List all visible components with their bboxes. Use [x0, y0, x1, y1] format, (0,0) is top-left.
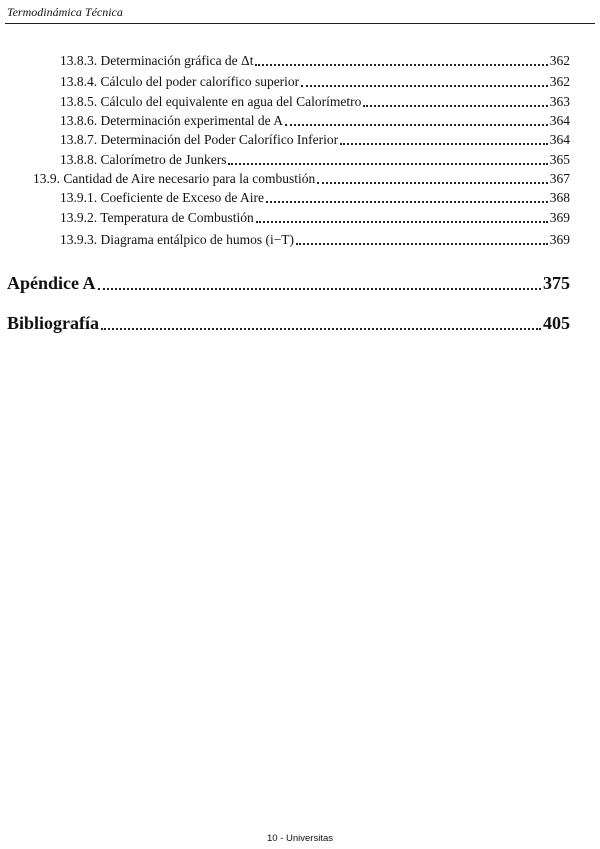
- header-rule: [5, 23, 595, 24]
- toc-entry-label: Bibliografía: [7, 313, 100, 333]
- toc-appendix-entry: [7, 272, 570, 294]
- leader-dots: [301, 75, 548, 87]
- toc-entry-page: 405: [543, 313, 570, 333]
- toc-appendix-entry: [7, 312, 570, 334]
- toc-entry: [60, 93, 570, 110]
- leader-dots: [255, 54, 547, 66]
- toc-entry-page: 364: [549, 132, 570, 147]
- toc-entry-page: 363: [549, 94, 570, 109]
- leader-dots: [101, 318, 541, 330]
- toc-entry-label: 13.8.7. Determinación del Poder Calorífico Inferior: [60, 132, 339, 147]
- running-header: Termodinámica Técnica: [7, 5, 123, 19]
- toc-entry-page: 368: [549, 190, 570, 205]
- leader-dots: [266, 191, 548, 203]
- toc-entry-page: 364: [549, 113, 570, 128]
- leader-dots: [340, 133, 548, 145]
- toc-entry-label: 13.9.2. Temperatura de Combustión: [60, 210, 254, 225]
- toc-entry: [60, 209, 570, 226]
- toc-entry-label: 13.8.5. Cálculo del equivalente en agua del Calorímetro: [60, 94, 362, 109]
- toc-entry-label: 13.8.8. Calorímetro de Junkers: [60, 152, 227, 167]
- toc-entry-page: 362: [549, 53, 570, 68]
- leader-dots: [363, 95, 547, 107]
- leader-dots: [98, 278, 541, 290]
- toc-entry: [60, 131, 570, 148]
- toc-entry-label: 13.8.6. Determinación experimental de A: [60, 113, 284, 128]
- toc-entry-page: 369: [549, 232, 570, 247]
- toc-entry: [60, 231, 570, 248]
- leader-dots: [228, 153, 547, 165]
- toc-entry-label: 13.9. Cantidad de Aire necesario para la combustión: [33, 171, 316, 186]
- toc-entry-label: 13.9.1. Coeficiente de Exceso de Aire: [60, 190, 264, 205]
- toc-entry-label: 13.9.3. Diagrama entálpico de humos (i−T): [60, 232, 295, 247]
- toc-entry-page: 375: [543, 273, 570, 293]
- leader-dots: [317, 172, 547, 184]
- toc-entry: [33, 170, 570, 187]
- toc-entry: [60, 52, 570, 69]
- toc-entry: [60, 112, 570, 129]
- leader-dots: [285, 114, 548, 126]
- page-footer: 10 - Universitas: [267, 833, 333, 844]
- toc-entry: [60, 151, 570, 168]
- leader-dots: [256, 211, 548, 223]
- toc-entry-page: 362: [549, 74, 570, 89]
- toc-entry: [60, 189, 570, 206]
- toc-entry-label: 13.8.3. Determinación gráfica de Δt: [60, 53, 254, 68]
- leader-dots: [296, 233, 548, 245]
- toc-entry-page: 365: [549, 152, 570, 167]
- toc-entry-page: 367: [549, 171, 570, 186]
- toc-entry-label: 13.8.4. Cálculo del poder calorífico superior: [60, 74, 300, 89]
- toc-entry: [60, 73, 570, 90]
- toc-entry-label: Apéndice A: [7, 273, 96, 293]
- toc-entry-page: 369: [549, 210, 570, 225]
